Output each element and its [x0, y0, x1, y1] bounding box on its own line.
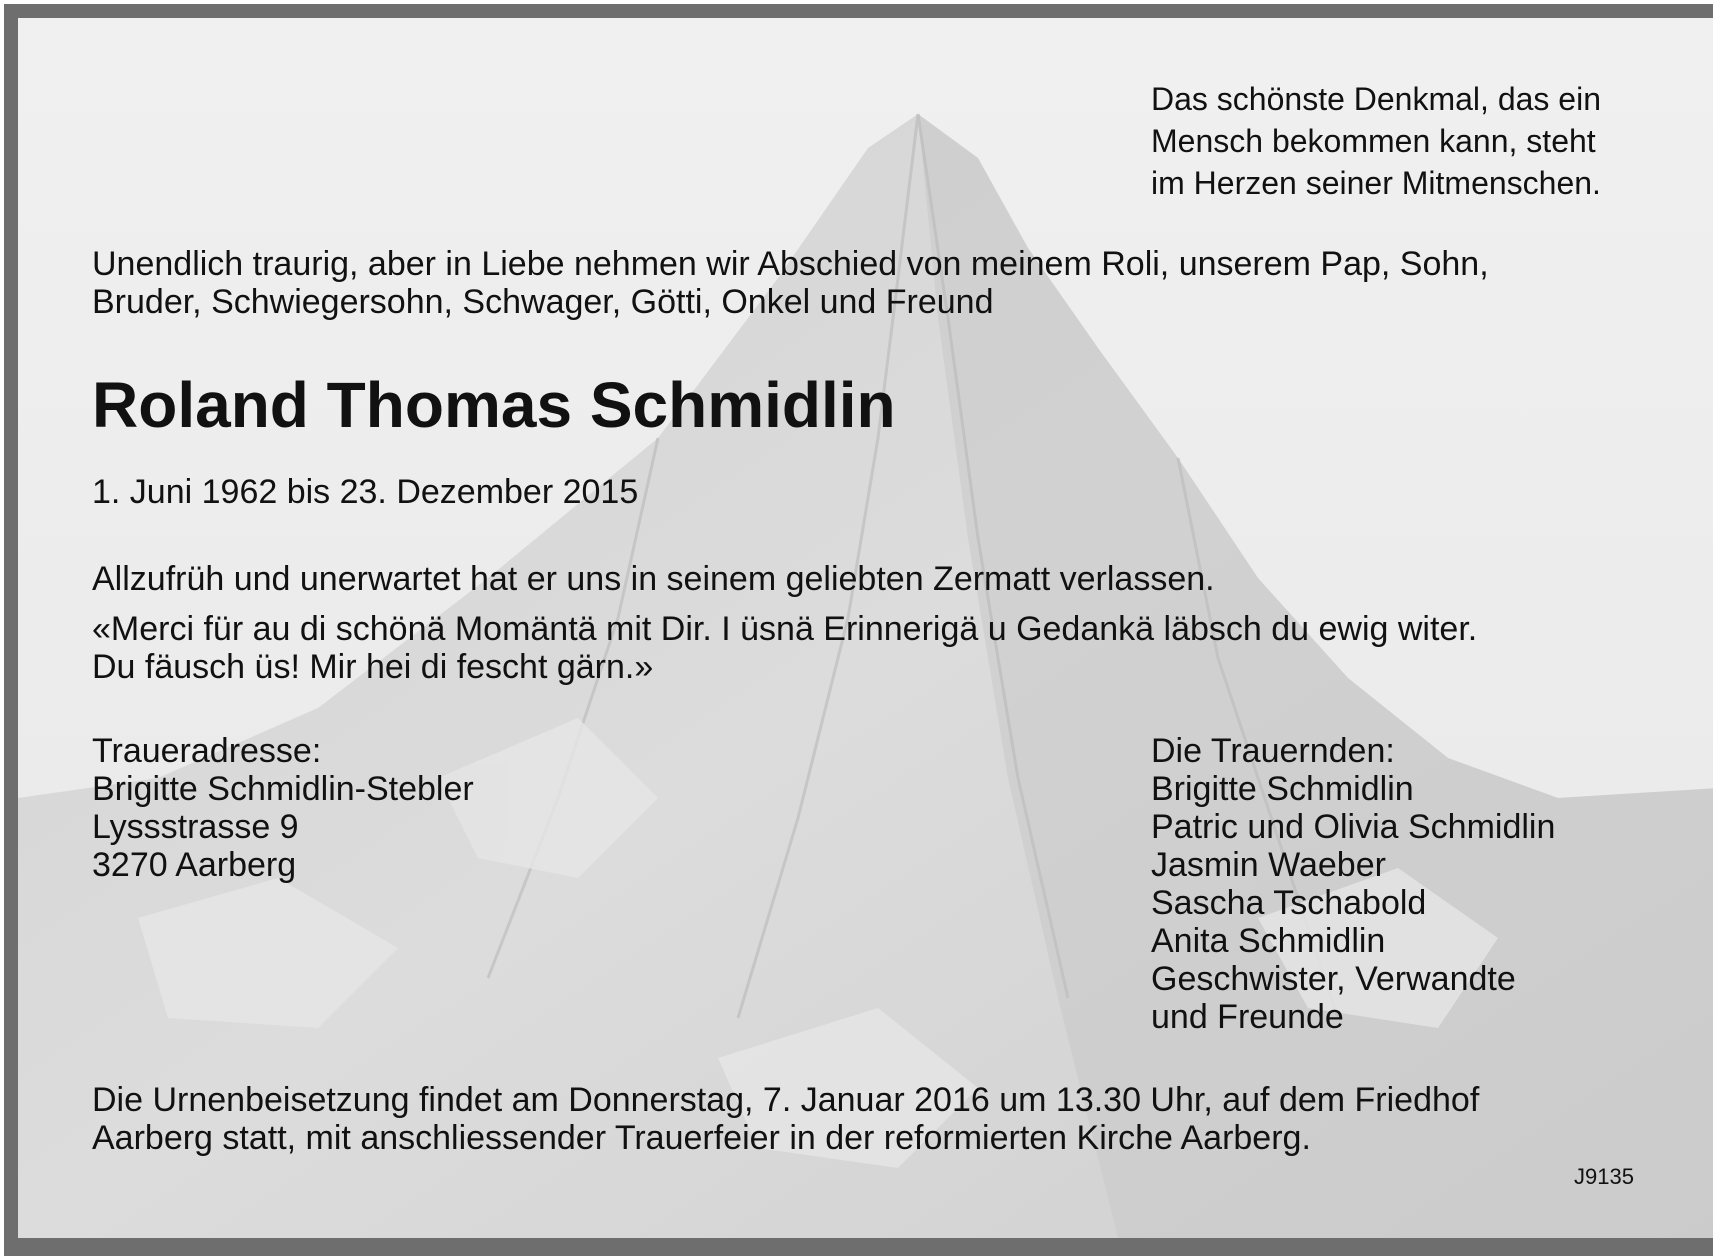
funeral-line: Die Urnenbeisetzung findet am Donnerstag, 7. Januar 2016 um 13.30 Uhr, auf dem Friedhof [92, 1081, 1480, 1119]
mourners-heading: Die Trauernden: [1151, 732, 1395, 770]
address-line: Brigitte Schmidlin-Stebler [92, 770, 474, 808]
motto-quote [1151, 78, 1601, 204]
mourner-line: Sascha Tschabold [1151, 884, 1427, 922]
mourner-line: Jasmin Waeber [1151, 846, 1386, 884]
address-heading: Traueradresse: [92, 732, 322, 770]
deceased-name: Roland Thomas Schmidlin [92, 369, 896, 441]
quote-line: Du fäusch üs! Mir hei di fescht gärn.» [92, 648, 654, 686]
intro-line: Bruder, Schwiegersohn, Schwager, Götti, Onkel und Freund [92, 283, 994, 321]
intro-line: Unendlich traurig, aber in Liebe nehmen wir Abschied von meinem Roli, unserem Pap, Sohn, [92, 245, 1489, 283]
funeral-line: Aarberg statt, mit anschliessender Trauerfeier in der reformierten Kirche Aarberg. [92, 1119, 1311, 1157]
mourning-address [92, 732, 474, 884]
mourners-list [1151, 732, 1555, 1036]
obituary-notice [4, 4, 1713, 1256]
address-line: Lyssstrasse 9 [92, 808, 299, 846]
quote-line: «Merci für au di schönä Momäntä mit Dir. I üsnä Erinnerigä u Gedankä läbsch du ewig witer. [92, 610, 1478, 648]
farewell-intro [92, 245, 1652, 321]
family-quote [92, 610, 1477, 686]
address-line: 3270 Aarberg [92, 846, 297, 884]
motto-line: im Herzen seiner Mitmenschen. [1151, 165, 1601, 201]
reference-code: J9135 [1574, 1164, 1634, 1189]
mourner-line: Patric und Olivia Schmidlin [1151, 808, 1556, 846]
motto-line: Mensch bekommen kann, steht [1151, 123, 1596, 159]
passing-text: Allzufrüh und unerwartet hat er uns in seinem geliebten Zermatt verlassen. [92, 560, 1215, 598]
motto-line: Das schönste Denkmal, das ein [1151, 81, 1601, 117]
mourner-line: Geschwister, Verwandte [1151, 960, 1516, 998]
mourner-line: Anita Schmidlin [1151, 922, 1386, 960]
mourner-line: Brigitte Schmidlin [1151, 770, 1414, 808]
funeral-info [92, 1081, 1652, 1157]
mourner-line: und Freunde [1151, 998, 1344, 1036]
life-dates: 1. Juni 1962 bis 23. Dezember 2015 [92, 473, 639, 511]
